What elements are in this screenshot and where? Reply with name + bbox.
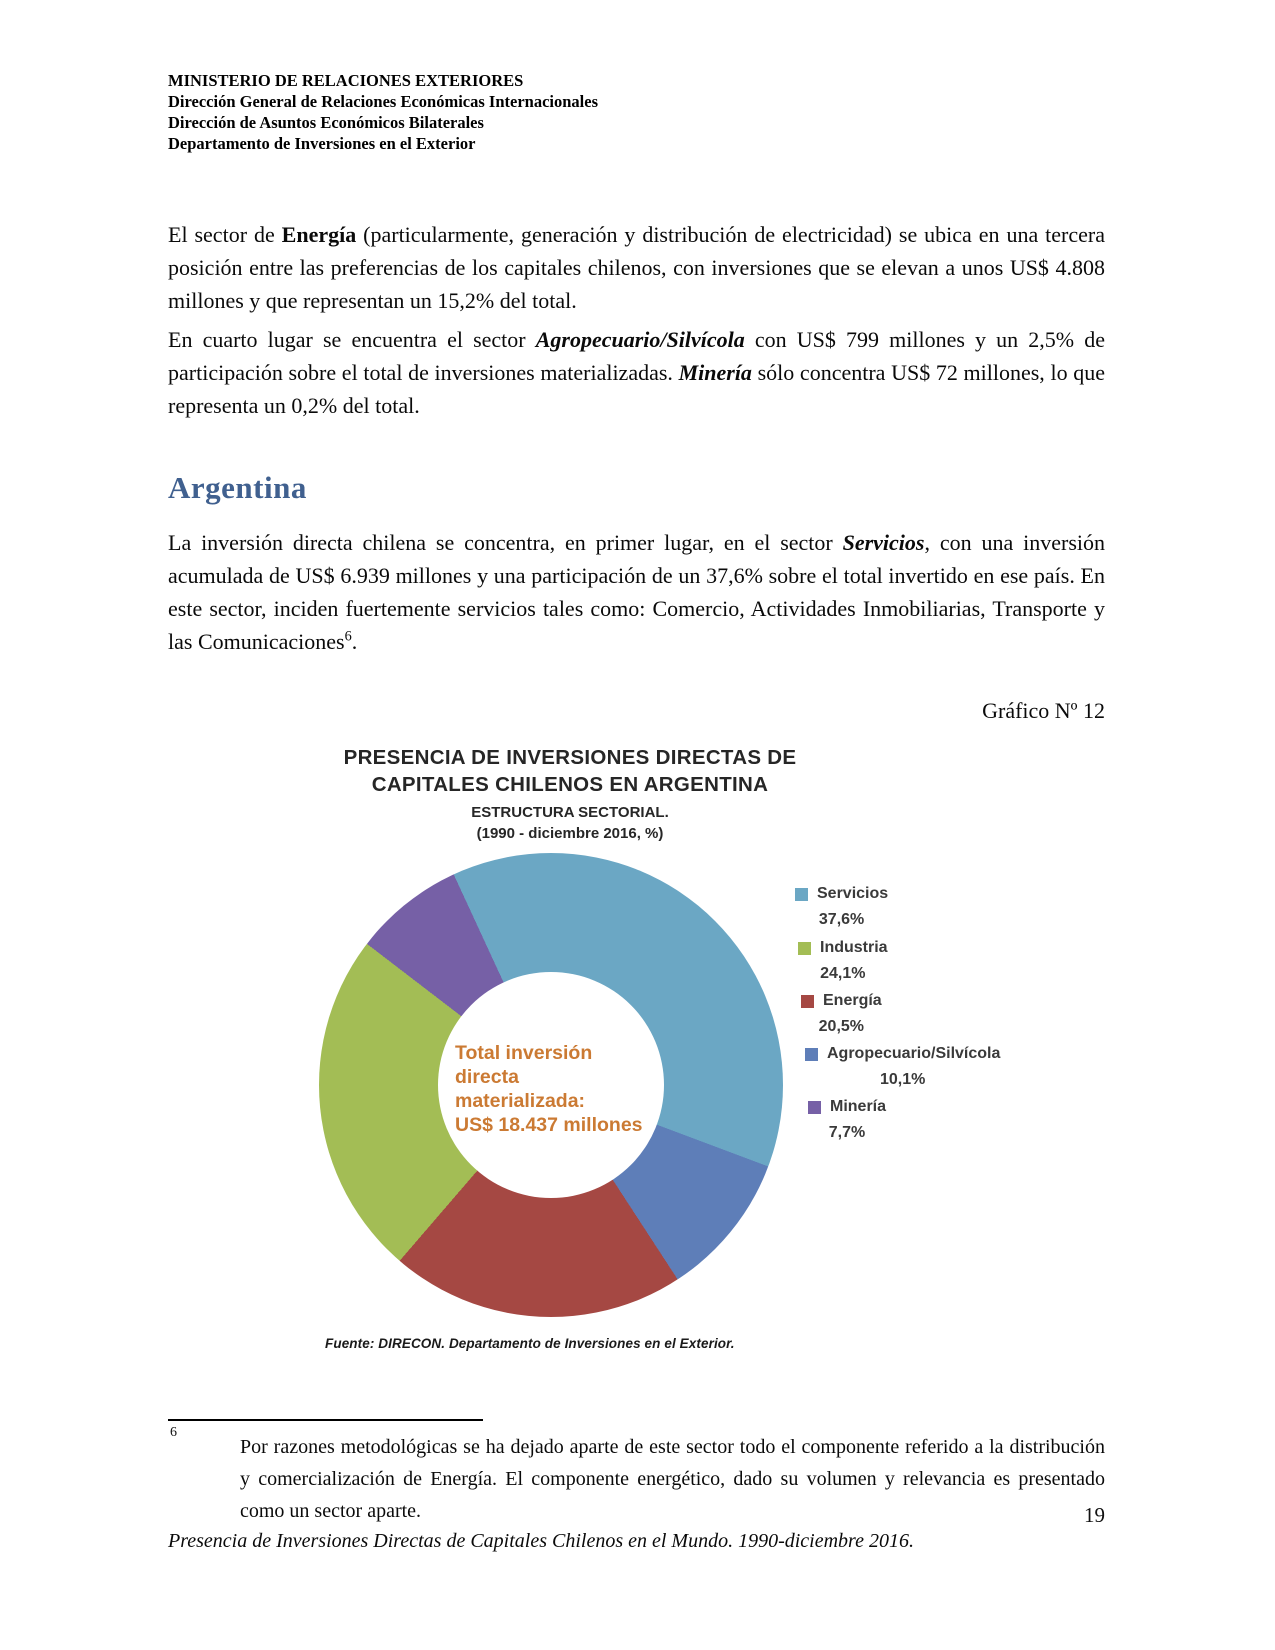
legend-value: 20,5% xyxy=(818,1018,865,1035)
legend-swatch-industria xyxy=(798,942,811,955)
donut-center-label xyxy=(455,1041,655,1137)
legend-value: 7,7% xyxy=(828,1124,866,1141)
center-label-line-3: US$ 18.437 millones xyxy=(455,1114,643,1136)
chart-subtitle: ESTRUCTURA SECTORIAL. xyxy=(471,804,669,821)
legend-item-mineria xyxy=(808,1097,886,1143)
legend-swatch-agropecuario xyxy=(805,1048,818,1061)
center-label-line-1: Total inversión directa xyxy=(455,1042,593,1088)
footnote-separator xyxy=(168,1419,483,1421)
legend-swatch-energia xyxy=(801,995,814,1008)
legend-label: Agropecuario/Silvícola xyxy=(827,1045,1001,1062)
letterhead-line-2: Dirección General de Relaciones Económicas Internacionales xyxy=(168,92,599,111)
footnote-text: Por razones metodológicas se ha dejado aparte de este sector todo el componente referido a la distribución y comercialización de Energía. El componente energético, dado su volumen y relevancia es presentado como un sector aparte. xyxy=(240,1436,1105,1522)
letterhead-line-3: Dirección de Asuntos Económicos Bilaterales xyxy=(168,113,484,132)
letterhead-line-1: MINISTERIO DE RELACIONES EXTERIORES xyxy=(168,71,524,90)
document-page: MINISTERIO DE RELACIONES EXTERIORES Dirección General de Relaciones Económicas Internacionales Dirección de Asuntos Económicos Bilaterales Departamento de Inversiones en el Exterior El sector de Energía (particularmente, generación y distribución de electricidad) se ubica en una tercera posición entre las preferencias de los capitales chilenos, con inversiones que se elevan a unos US$ 4.808 millones y que representan un 15,2% del total. En cuarto lugar se encuentra el sector Agropecuario/Silvícola con US$ 799 millones y un 2,5% de participación sobre el total de inversiones materializadas. Minería sólo concentra US$ 72 millones, lo que representa un 0,2% del total. Argentina La inversión directa chilena se concentra, en primer lugar, en el sector Servicios, con una inversión acumulada de US$ 6.939 millones y una participación de un 37,6% sobre el total invertido en ese país. En este sector, inciden fuertemente servicios tales como: Comercio, Actividades Inmobiliarias, Transporte y las Comunicaciones$^6$. Gráfico Nº 12 PRESENCIA DE INVERSIONES DIRECTAS DE CAPITALES CHILENOS EN ARGENTINA ESTRUCTURA SECTORIAL. (1990 - diciembre 2016, %) Total inversión directa materializada: US$ 18.437 millones Servicios 37,6% Industria 24,1% Energía 20,5% Agropecuario/Silvícola 10,1% Minería 7,7% Fuente: DIRECON. Departamento de Inversiones en el Exterior. 6 Por razones metodológicas se ha dejado aparte de este sector todo el componente referido a la distribución y comercialización de Energía. El componente energético, dado su volumen y relevancia es presentado como un sector aparte. 19 Presencia de Inversiones Directas de Capitales Chilenos en el Mundo. 1990-diciembre 2016. xyxy=(0,0,1275,1650)
chart-title xyxy=(168,744,972,844)
legend-label: Minería xyxy=(830,1098,887,1115)
chart-title-line-2: CAPITALES CHILENOS EN ARGENTINA xyxy=(371,773,769,796)
center-label-line-2: materializada: xyxy=(455,1090,586,1112)
legend-item-servicios xyxy=(795,884,888,930)
figure-caption: Gráfico Nº 12 xyxy=(982,698,1105,723)
legend-item-energia xyxy=(801,991,882,1037)
paragraph-energia: El sector de Energía (particularmente, generación y distribución de electricidad) se ubica en una tercera posición entre las preferencias de los capitales chilenos, con inversiones que se elevan a unos US$ 4.808 millones y que representan un 15,2% del total. xyxy=(168,222,1105,313)
chart-title-line-1: PRESENCIA DE INVERSIONES DIRECTAS DE xyxy=(343,746,797,769)
legend-value: 10,1% xyxy=(880,1071,926,1088)
legend-label: Servicios xyxy=(817,885,889,902)
legend-swatch-servicios xyxy=(795,888,808,901)
legend-label: Industria xyxy=(820,939,888,956)
legend-value: 24,1% xyxy=(820,965,866,982)
chart-period: (1990 - diciembre 2016, %) xyxy=(476,825,664,842)
letterhead-line-4: Departamento de Inversiones en el Exterior xyxy=(168,134,476,153)
paragraph-servicios: La inversión directa chilena se concentra, en primer lugar, en el sector Servicios, con una inversión acumulada de US$ 6.939 millones y una participación de un 37,6% sobre el total invertido en ese país. En este sector, inciden fuertemente servicios tales como: Comercio, Actividades Inmobiliarias, Transporte y las Comunicaciones$^6$. xyxy=(168,530,1105,654)
legend-label: Energía xyxy=(823,992,882,1009)
legend-item-agropecuario xyxy=(805,1044,1000,1090)
legend-value: 37,6% xyxy=(818,911,865,928)
document-footer: Presencia de Inversiones Directas de Capitales Chilenos en el Mundo. 1990-diciembre 2016. xyxy=(168,1530,914,1552)
chart-source: Fuente: DIRECON. Departamento de Inversiones en el Exterior. xyxy=(325,1336,735,1351)
section-heading-argentina: Argentina xyxy=(168,470,307,505)
paragraph-cuarto-lugar: En cuarto lugar se encuentra el sector Agropecuario/Silvícola con US$ 799 millones y un 2,5% de participación sobre el total de inversiones materializadas. Minería sólo concentra US$ 72 millones, lo que representa un 0,2% del total. xyxy=(168,327,1105,418)
legend-item-industria xyxy=(798,938,888,984)
page-number: 19 xyxy=(1084,1503,1105,1527)
letterhead xyxy=(168,70,598,154)
legend-swatch-mineria xyxy=(808,1101,821,1114)
